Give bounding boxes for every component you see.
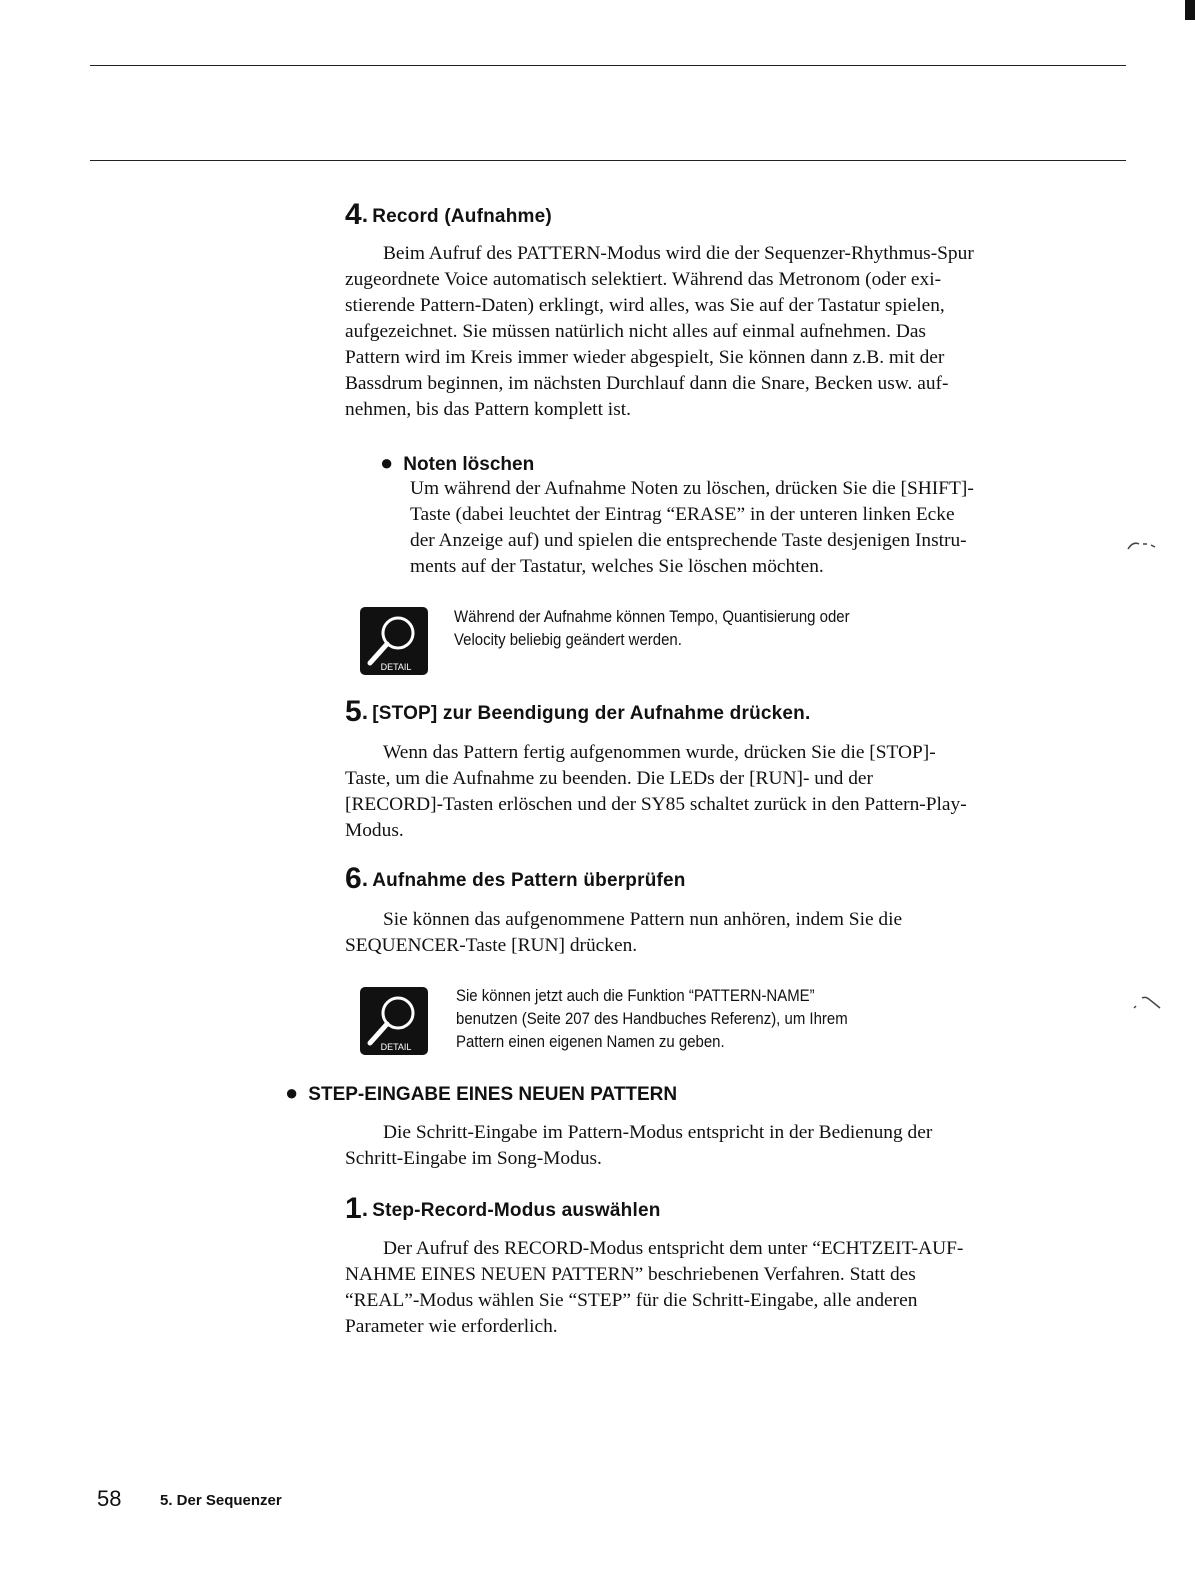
text-line: Schritt-Eingabe im Song-Modus. (345, 1148, 602, 1169)
bullet-icon: ● (285, 1080, 299, 1105)
noten-loeschen-title: Noten löschen (403, 454, 535, 475)
step-5-number: 5 (345, 695, 362, 728)
step-4-title: Record (Aufnahme) (372, 206, 552, 227)
detail-note-2 (456, 984, 1002, 1053)
text-line: Während der Aufnahme können Tempo, Quantisierung oder (454, 607, 850, 626)
step-1-title: Step-Record-Modus auswählen (372, 1200, 661, 1221)
detail-icon-label: DETAIL (380, 662, 412, 672)
text-line: Parameter wie erforderlich. (345, 1316, 558, 1337)
corner-mark (1185, 0, 1195, 20)
step-1-number: 1 (345, 1192, 362, 1225)
text-line: Die Schritt-Eingabe im Pattern-Modus entspricht in der Bedienung der (383, 1122, 933, 1143)
text-line: Bassdrum beginnen, im nächsten Durchlauf dann die Snare, Becken usw. auf- (345, 373, 949, 394)
text-line: Pattern wird im Kreis immer wieder abgespielt, Sie können dann z.B. mit der (345, 347, 945, 368)
text-line: stierende Pattern-Daten) erklingt, wird alles, was Sie auf der Tastatur spielen, (345, 295, 945, 316)
chapter-title: 5. Der Sequenzer (160, 1492, 282, 1509)
bullet-icon: ● (380, 450, 394, 475)
step-5-heading: 5. [STOP] zur Beendigung der Aufnahme drücken. (345, 695, 811, 728)
text-line: zugeordnete Voice automatisch selektiert. Während das Metronom (oder exi- (345, 269, 942, 290)
text-line: Taste (dabei leuchtet der Eintrag “ERASE” in der unteren linken Ecke (410, 504, 955, 525)
header-rule (90, 160, 1126, 161)
top-rule (90, 65, 1126, 66)
detail-note-1 (454, 605, 1000, 651)
step-eingabe-body (345, 1120, 1070, 1172)
margin-scribble (1125, 535, 1160, 555)
noten-loeschen-body (410, 476, 1120, 580)
text-line: NAHME EINES NEUEN PATTERN” beschriebenen Verfahren. Statt des (345, 1264, 916, 1285)
text-line: Beim Aufruf des PATTERN-Modus wird die der Sequenzer-Rhythmus-Spur (383, 243, 974, 264)
text-line: benutzen (Seite 207 des Handbuches Referenz), um Ihrem (456, 1009, 848, 1028)
step-6-heading: 6. Aufnahme des Pattern überprüfen (345, 862, 686, 895)
text-line: Der Aufruf des RECORD-Modus entspricht dem unter “ECHTZEIT-AUF- (383, 1238, 964, 1259)
text-line: Wenn das Pattern fertig aufgenommen wurde, drücken Sie die [STOP]- (383, 742, 936, 763)
text-line: aufgezeichnet. Sie müssen natürlich nicht alles auf einmal aufnehmen. Das (345, 321, 926, 342)
step-4-body (345, 241, 1115, 423)
text-line: [RECORD]-Tasten erlöschen und der SY85 schaltet zurück in den Pattern-Play- (345, 794, 967, 815)
step-6-number: 6 (345, 862, 362, 895)
text-line: Um während der Aufnahme Noten zu löschen, drücken Sie die [SHIFT]- (410, 478, 974, 499)
text-line: Taste, um die Aufnahme zu beenden. Die LEDs der [RUN]- und der (345, 768, 873, 789)
step-1-heading: 1. Step-Record-Modus auswählen (345, 1192, 661, 1225)
text-line: ments auf der Tastatur, welches Sie löschen möchten. (410, 556, 824, 577)
text-line: nehmen, bis das Pattern komplett ist. (345, 399, 631, 420)
noten-loeschen-heading (380, 450, 534, 476)
step-eingabe-title: STEP-EINGABE EINES NEUEN PATTERN (308, 1084, 678, 1105)
step-6-body (345, 907, 1115, 959)
text-line: “REAL”-Modus wählen Sie “STEP” für die Schritt-Eingabe, alle anderen (345, 1290, 918, 1311)
margin-scribble (1130, 992, 1165, 1014)
step-eingabe-heading (285, 1080, 677, 1106)
text-line: der Anzeige auf) und spielen die entsprechende Taste desjenigen Instru- (410, 530, 967, 551)
text-line: Pattern einen eigenen Namen zu geben. (456, 1032, 725, 1051)
text-line: Modus. (345, 820, 404, 841)
text-line: Sie können das aufgenommene Pattern nun anhören, indem Sie die (383, 909, 903, 930)
step-1-body (345, 1236, 1105, 1340)
text-line: SEQUENCER-Taste [RUN] drücken. (345, 935, 638, 956)
step-4-heading: 4. Record (Aufnahme) (345, 198, 552, 231)
step-5-body (345, 740, 1120, 844)
step-5-title: [STOP] zur Beendigung der Aufnahme drücken. (372, 703, 811, 724)
detail-icon-label: DETAIL (380, 1042, 412, 1052)
step-4-number: 4 (345, 198, 362, 231)
text-line: Sie können jetzt auch die Funktion “PATTERN-NAME” (456, 986, 815, 1005)
text-line: Velocity beliebig geändert werden. (454, 630, 682, 649)
detail-magnifier-icon (360, 987, 428, 1055)
detail-magnifier-icon (360, 607, 428, 675)
step-6-title: Aufnahme des Pattern überprüfen (372, 870, 686, 891)
page-number: 58 (97, 1486, 122, 1511)
